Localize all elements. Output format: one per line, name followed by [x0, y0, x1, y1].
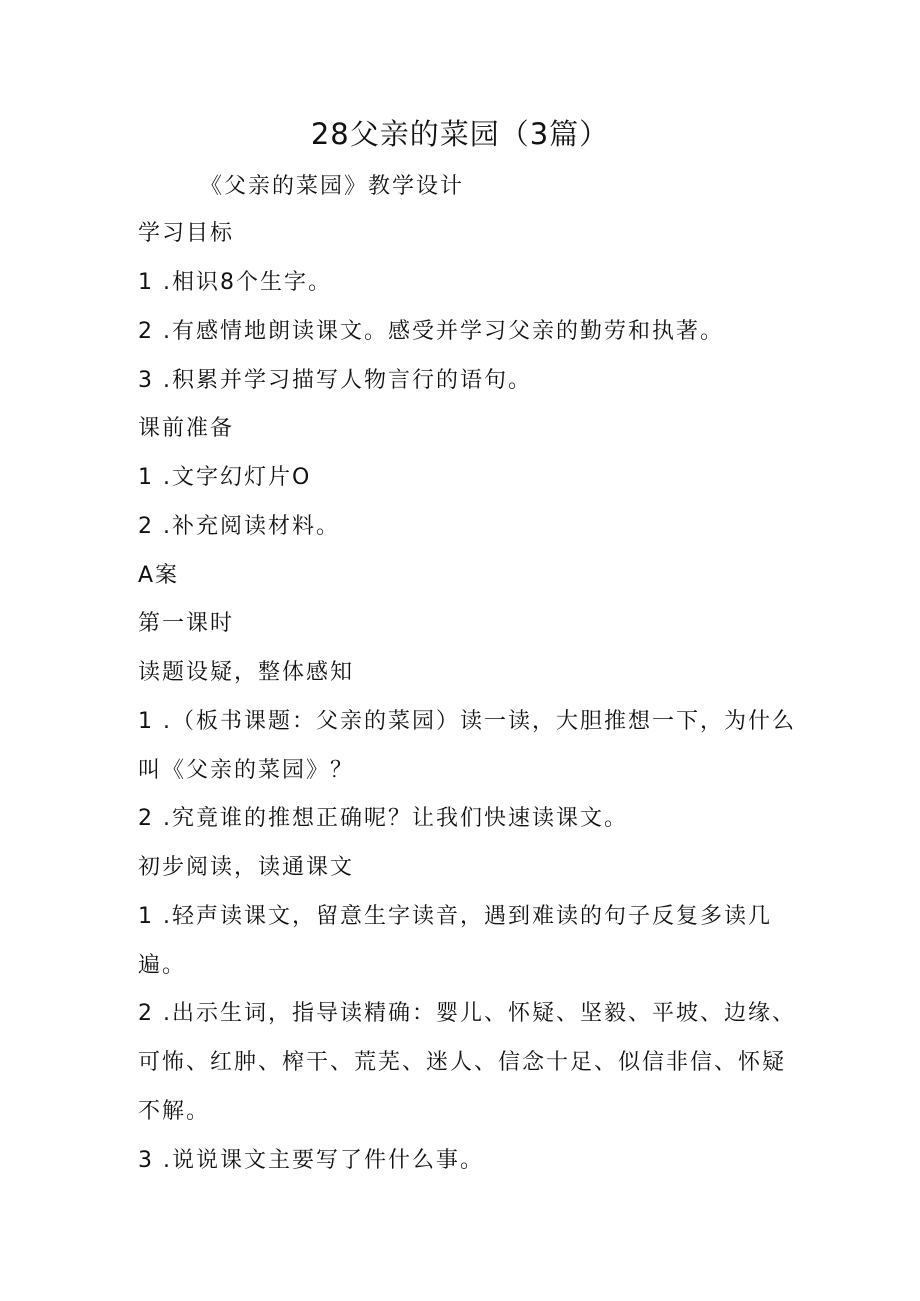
preparation-item-2: 2 .补充阅读材料。 [138, 514, 340, 539]
step-item-2: 2 .究竟谁的推想正确呢？让我们快速读课文。 [138, 806, 628, 831]
reading-item-2-line-3: 不解。 [138, 1099, 211, 1124]
section-heading-goals: 学习目标 [138, 221, 235, 246]
document-title: 28父亲的菜园（3篇） [310, 117, 610, 151]
section-heading-initial-reading: 初步阅读，读通课文 [138, 855, 355, 880]
section-heading-first-lesson: 第一课时 [138, 611, 235, 636]
preparation-item-1: 1 .文字幻灯片O [138, 465, 312, 490]
reading-item-3: 3 .说说课文主要写了件什么事。 [138, 1148, 484, 1173]
reading-item-1-line-2: 遍。 [138, 953, 187, 978]
section-heading-read-title: 读题设疑，整体感知 [138, 660, 355, 685]
reading-item-2-line-2: 可怖、红肿、榨干、荒芜、迷人、信念十足、似信非信、怀疑 [138, 1050, 787, 1075]
goal-item-1: 1 .相识8个生字。 [138, 270, 332, 295]
goal-item-2: 2 .有感情地朗读课文。感受并学习父亲的勤劳和执著。 [138, 319, 724, 344]
reading-item-1-line-1: 1 .轻声读课文，留意生字读音，遇到难读的句子反复多读几 [138, 904, 772, 929]
section-heading-plan-a: A案 [138, 563, 180, 588]
reading-item-2-line-1: 2 .出示生词，指导读精确：婴儿、怀疑、坚毅、平坡、边缘、 [138, 1001, 796, 1026]
step-item-1-line-1: 1 .（板书课题：父亲的菜园）读一读，大胆推想一下，为什么 [138, 709, 796, 734]
goal-item-3: 3 .积累并学习描写人物言行的语句。 [138, 368, 532, 393]
step-item-1-line-2: 叫《父亲的菜园》？ [138, 758, 355, 783]
document-subtitle: 《父亲的菜园》教学设计 [200, 174, 465, 199]
section-heading-preparation: 课前准备 [138, 416, 235, 441]
